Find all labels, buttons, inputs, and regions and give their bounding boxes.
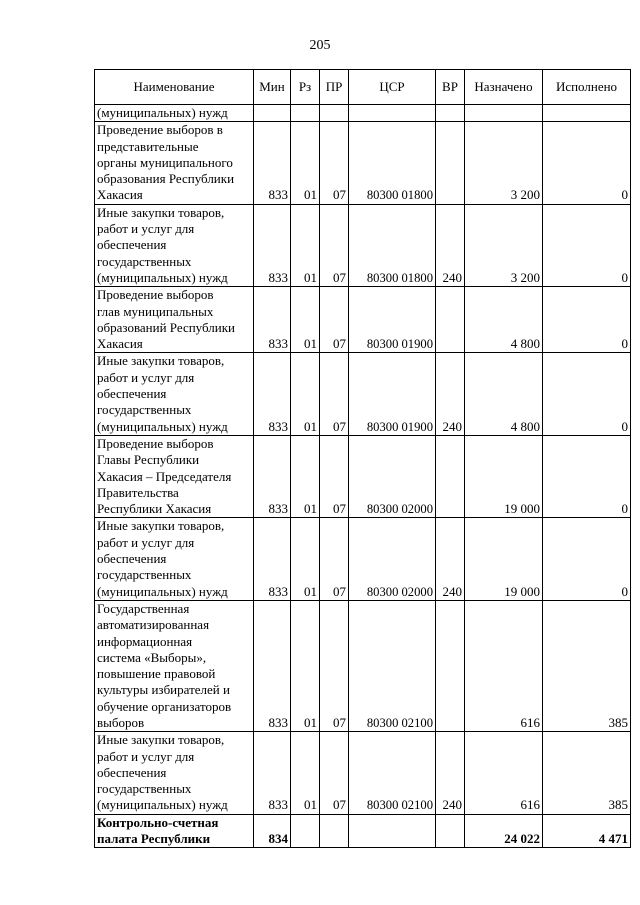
row-pr — [320, 814, 349, 848]
row-name: Иные закупки товаров, работ и услуг для обеспечения государственных (муниципальных) нужд — [95, 518, 254, 600]
row-executed: 0 — [543, 287, 631, 353]
table-row — [95, 204, 631, 286]
row-assigned: 3 200 — [465, 204, 543, 286]
row-name: Иные закупки товаров, работ и услуг для обеспечения государственных (муниципальных) нужд — [95, 353, 254, 435]
row-name: Проведение выборов глав муниципальных образований Республики Хакасия — [95, 287, 254, 353]
row-pr: 07 — [320, 435, 349, 517]
header-rz: Рз — [291, 70, 320, 105]
row-csr: 80300 02100 — [349, 732, 436, 814]
row-min: 833 — [254, 204, 291, 286]
table-row — [95, 122, 631, 204]
row-executed: 0 — [543, 353, 631, 435]
row-executed: 0 — [543, 518, 631, 600]
row-executed: 385 — [543, 732, 631, 814]
table-row — [95, 105, 631, 122]
table-row — [95, 435, 631, 517]
row-vr — [436, 287, 465, 353]
page-number: 205 — [309, 38, 331, 53]
row-rz: 01 — [291, 435, 320, 517]
row-executed: 385 — [543, 600, 631, 731]
row-assigned: 4 800 — [465, 353, 543, 435]
row-assigned: 24 022 — [465, 814, 543, 848]
row-assigned: 19 000 — [465, 518, 543, 600]
row-csr: 80300 02100 — [349, 600, 436, 731]
row-rz: 01 — [291, 204, 320, 286]
row-vr — [436, 435, 465, 517]
row-rz: 01 — [291, 600, 320, 731]
row-executed: 0 — [543, 204, 631, 286]
row-rz — [291, 105, 320, 122]
table-row — [95, 353, 631, 435]
row-csr — [349, 814, 436, 848]
table-row — [95, 518, 631, 600]
header-vr: ВР — [436, 70, 465, 105]
row-csr: 80300 02000 — [349, 518, 436, 600]
row-executed — [543, 105, 631, 122]
row-pr: 07 — [320, 732, 349, 814]
row-pr: 07 — [320, 600, 349, 731]
row-name: Иные закупки товаров, работ и услуг для обеспечения государственных (муниципальных) нужд — [95, 732, 254, 814]
row-executed: 0 — [543, 122, 631, 204]
row-assigned: 3 200 — [465, 122, 543, 204]
row-rz: 01 — [291, 732, 320, 814]
header-name: Наименование — [95, 70, 254, 105]
row-min: 833 — [254, 732, 291, 814]
row-rz: 01 — [291, 353, 320, 435]
table-row — [95, 600, 631, 731]
row-name: Проведение выборов в представительные органы муниципального образования Республики Хакасия — [95, 122, 254, 204]
row-rz: 01 — [291, 287, 320, 353]
row-vr — [436, 105, 465, 122]
row-vr: 240 — [436, 353, 465, 435]
row-vr: 240 — [436, 204, 465, 286]
budget-table — [94, 69, 631, 848]
table-row — [95, 732, 631, 814]
row-rz: 01 — [291, 518, 320, 600]
row-csr: 80300 01800 — [349, 204, 436, 286]
row-min: 833 — [254, 122, 291, 204]
row-vr — [436, 122, 465, 204]
row-min: 833 — [254, 600, 291, 731]
row-min: 833 — [254, 353, 291, 435]
row-min: 833 — [254, 435, 291, 517]
row-csr: 80300 01900 — [349, 353, 436, 435]
row-name: Проведение выборов Главы Республики Хакасия – Председателя Правительства Республики Хакасия — [95, 435, 254, 517]
table-row — [95, 287, 631, 353]
row-pr: 07 — [320, 204, 349, 286]
row-csr: 80300 01900 — [349, 287, 436, 353]
header-row — [95, 70, 631, 105]
row-pr — [320, 105, 349, 122]
header-executed: Исполнено — [543, 70, 631, 105]
header-csr: ЦСР — [349, 70, 436, 105]
row-rz — [291, 814, 320, 848]
header-min: Мин — [254, 70, 291, 105]
row-csr: 80300 02000 — [349, 435, 436, 517]
row-min: 834 — [254, 814, 291, 848]
row-vr: 240 — [436, 732, 465, 814]
header-pr: ПР — [320, 70, 349, 105]
row-assigned — [465, 105, 543, 122]
row-csr — [349, 105, 436, 122]
row-min: 833 — [254, 287, 291, 353]
row-csr: 80300 01800 — [349, 122, 436, 204]
row-min: 833 — [254, 518, 291, 600]
table-row-total — [95, 814, 631, 848]
header-assigned: Назначено — [465, 70, 543, 105]
row-assigned: 4 800 — [465, 287, 543, 353]
row-rz: 01 — [291, 122, 320, 204]
row-assigned: 19 000 — [465, 435, 543, 517]
row-assigned: 616 — [465, 600, 543, 731]
row-executed: 4 471 — [543, 814, 631, 848]
row-executed: 0 — [543, 435, 631, 517]
row-name: Государственная автоматизированная информационная система «Выборы», повышение правовой культуры избирателей и обучение организаторов выборов — [95, 600, 254, 731]
row-vr — [436, 814, 465, 848]
row-pr: 07 — [320, 518, 349, 600]
row-name: Контрольно-счетная палата Республики — [95, 814, 254, 848]
row-min — [254, 105, 291, 122]
row-vr: 240 — [436, 518, 465, 600]
row-pr: 07 — [320, 353, 349, 435]
row-name: (муниципальных) нужд — [95, 105, 254, 122]
row-pr: 07 — [320, 287, 349, 353]
row-pr: 07 — [320, 122, 349, 204]
row-name: Иные закупки товаров, работ и услуг для обеспечения государственных (муниципальных) нужд — [95, 204, 254, 286]
row-assigned: 616 — [465, 732, 543, 814]
row-vr — [436, 600, 465, 731]
